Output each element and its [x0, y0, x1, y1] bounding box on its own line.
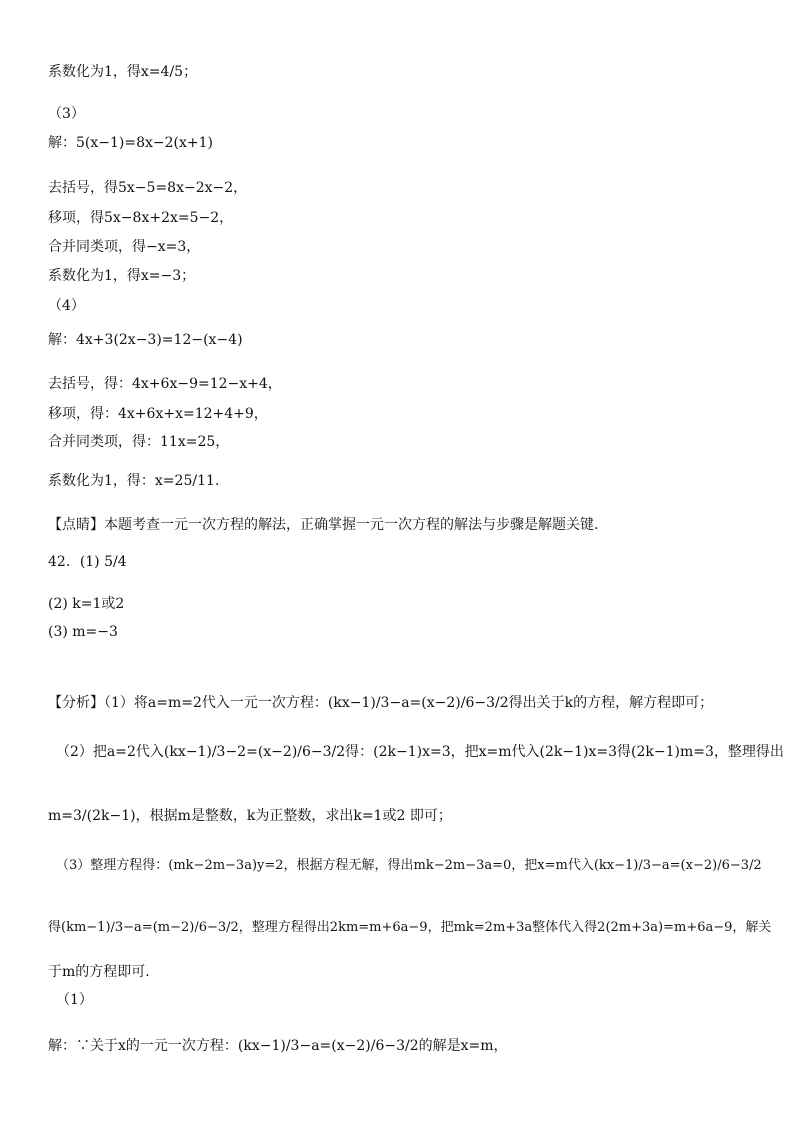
text-line: （1）: [56, 992, 93, 1008]
text-line: (3) m=−3: [48, 624, 118, 640]
text-line: 去括号，得5x−5=8x−2x−2，: [48, 180, 248, 196]
text-line: 系数化为1，得x=4/5；: [48, 64, 198, 80]
text-line: （3）整理方程得：(mk−2m−3a)y=2，根据方程无解，得出mk−2m−3a=0，把x=m代入(kx−1)/3−a=(x−2)/6−3/2: [56, 858, 762, 873]
text-line: 合并同类项，得−x=3，: [48, 239, 201, 255]
text-line: 移项，得5x−8x+2x=5−2，: [48, 210, 234, 226]
text-line: 系数化为1，得x=−3；: [48, 268, 196, 284]
text-line: 于m的方程即可.: [48, 964, 150, 980]
text-line: 42．(1) 5/4: [48, 554, 127, 570]
text-line: （4）: [48, 298, 85, 314]
text-line: 得(km−1)/3−a=(m−2)/6−3/2，整理方程得出2km=m+6a−9，把mk=2m+3a整体代入得2(2m+3a)=m+6a−9，解关: [48, 920, 772, 935]
text-line: 系数化为1，得：x=25/11.: [48, 473, 220, 489]
text-line: 解：∵关于x的一元一次方程：(kx−1)/3−a=(x−2)/6−3/2的解是x=m，: [48, 1038, 508, 1054]
text-line: 去括号，得：4x+6x−9=12−x+4，: [48, 376, 282, 392]
text-line: （3）: [48, 106, 85, 122]
text-line: 解：5(x−1)=8x−2(x+1): [48, 135, 213, 151]
text-line: 移项，得：4x+6x+x=12+4+9，: [48, 406, 268, 422]
text-line: 解：4x+3(2x−3)=12−(x−4): [48, 332, 243, 348]
text-line: m=3/(2k−1)，根据m是整数，k为正整数，求出k=1或2 即可；: [48, 808, 452, 824]
text-line: （2）把a=2代入(kx−1)/3−2=(x−2)/6−3/2得：(2k−1)x=3，把x=m代入(2k−1)x=3得(2k−1)m=3，整理得出: [56, 744, 784, 760]
text-line: (2) k=1或2: [48, 596, 125, 612]
text-line: 【分析】（1）将a=m=2代入一元一次方程：(kx−1)/3−a=(x−2)/6−3/2得出关于k的方程，解方程即可；: [48, 695, 714, 711]
text-line: 合并同类项，得：11x=25，: [48, 434, 230, 450]
text-line: 【点睛】本题考查一元一次方程的解法，正确掌握一元一次方程的解法与步骤是解题关键.: [48, 517, 599, 533]
